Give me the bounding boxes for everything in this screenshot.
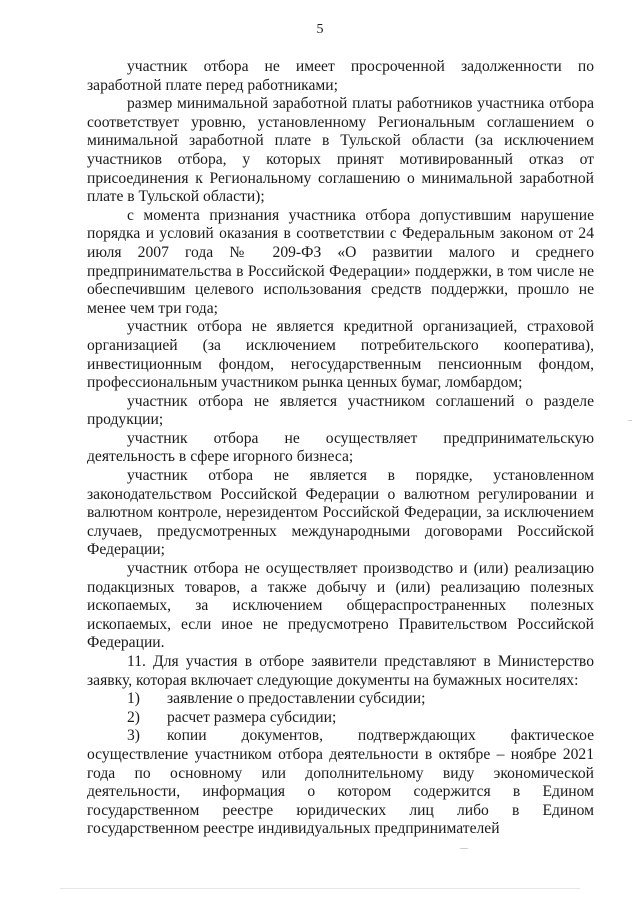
- section-11-paragraph: 11. Для участия в отборе заявители представляют в Министерство заявку, которая включает следующие документы на бумажных носителях:: [87, 653, 594, 689]
- list-item-number: 1): [127, 690, 140, 708]
- document-body: [87, 58, 594, 839]
- list-item-text: заявление о предоставлении субсидии;: [167, 690, 426, 708]
- paragraph: участник отбора не является участником соглашений о разделе продукции;: [87, 392, 594, 429]
- paragraph: участник отбора не является в порядке, установленном законодательством Российской Федерации о валютном регулировании и валютном контроле, нерезидентом Российской Федерации, за исключением случаев, предусмотренных международными договорами Российской Федерации;: [87, 467, 594, 559]
- scan-artifact: [628, 420, 632, 421]
- paragraph: с момента признания участника отбора допустившим нарушение порядка и условий оказания в соответствии с Федеральным законом от 24 июля 2007 года № 209-ФЗ «О развитии малого и среднего предпринимательства в Российской Федерации» поддержки, в том числе не обеспечившим целевого использования средств поддержки, прошло не менее чем три года;: [87, 206, 594, 317]
- paragraph: участник отбора не имеет просроченной задолженности по заработной плате перед работниками;: [87, 58, 594, 94]
- list-item: [87, 727, 594, 839]
- scan-artifact: [60, 888, 580, 889]
- paragraph: участник отбора не осуществляет предпринимательскую деятельность в сфере игорного бизнеса;: [87, 429, 594, 466]
- list-item-number: 2): [127, 708, 140, 726]
- paragraph: участник отбора не является кредитной организацией, страховой организацией (за исключением потребительского кооператива), инвестиционным фондом, негосударственным пенсионным фондом, профессиональным участником рынка ценных бумаг, ломбардом;: [87, 318, 594, 392]
- list-item: [87, 690, 594, 709]
- list-item-text: расчет размера субсидии;: [167, 708, 337, 726]
- list-item: [87, 709, 594, 728]
- page-number: 5: [316, 22, 324, 37]
- scan-artifact: [460, 848, 468, 849]
- paragraph: размер минимальной заработной платы работников участника отбора соответствует уровню, установленному Региональным соглашением о минимальной заработной плате в Тульской области (за исключением участников отбора, у которых принят мотивированный отказ от присоединения к Региональному соглашению о минимальной заработной плате в Тульской области);: [87, 95, 594, 206]
- list-item-number: 3): [127, 727, 140, 745]
- paragraph: участник отбора не осуществляет производство и (или) реализацию подакцизных товаров, а также добычу и (или) реализацию полезных ископаемых, за исключением общераспространенных полезных ископаемых, если иное не предусмотрено Правительством Российской Федерации.: [87, 560, 594, 652]
- list-item-text: копии документов, подтверждающих фактическое осуществление участником отбора деятельности в октябре – ноябре 2021 года по основному или дополнительному виду экономической деятельности, информация о котором содержится в Едином государственном реестре юридических лиц либо в Едином государственном реестре индивидуальных предпринимателей: [87, 727, 594, 838]
